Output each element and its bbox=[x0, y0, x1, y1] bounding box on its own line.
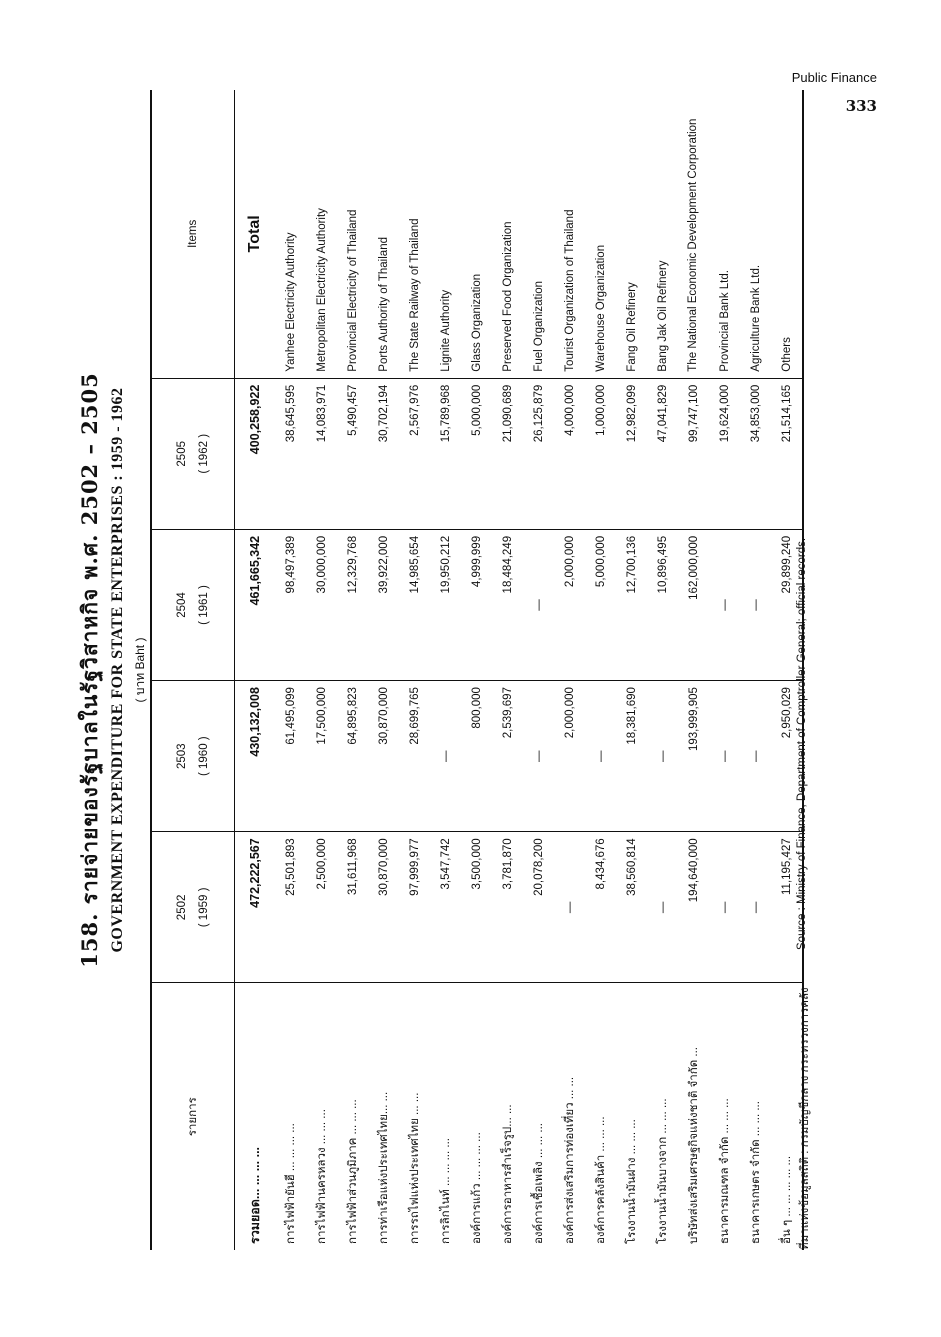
thai-item-cell: องค์การส่งเสริมการท่องเที่ยว ... ... bbox=[563, 1076, 576, 1244]
english-item-cell: Agriculture Bank Ltd. bbox=[740, 90, 771, 378]
thai-item-cell: โรงงานน้ำมันบางจาก ... ... ... bbox=[656, 1098, 669, 1244]
year-be: 2505 bbox=[176, 441, 188, 467]
expenditure-table bbox=[150, 90, 804, 1250]
thai-item-cell: ธนาคารเกษตร จำกัด ... ... ... bbox=[749, 1101, 762, 1244]
value-1961-cell: 19,950,212 bbox=[430, 529, 461, 680]
table-body bbox=[235, 90, 804, 1250]
english-item-cell: Provincial Bank Ltd. bbox=[709, 90, 740, 378]
value-1959-cell: — bbox=[554, 832, 585, 983]
header-year-1961 bbox=[151, 529, 235, 680]
table-row bbox=[306, 90, 337, 1250]
value-1960-cell: 18,381,690 bbox=[616, 681, 647, 832]
thai-item-cell: การไฟฟ้าส่วนภูมิภาค ... ... ... bbox=[346, 1099, 359, 1244]
table-row bbox=[275, 90, 306, 1250]
value-1960-cell: 17,500,000 bbox=[306, 681, 337, 832]
thai-item-cell: การไฟฟ้านครหลวง ... ... ... bbox=[315, 1109, 328, 1244]
english-item-cell: Metropolitan Electricity Authority bbox=[306, 90, 337, 378]
thai-item-cell: องค์การเชื้อเพลิง ... ... ... bbox=[532, 1123, 545, 1244]
year-be: 2504 bbox=[176, 592, 188, 618]
value-1959-cell: — bbox=[709, 832, 740, 983]
source-note bbox=[788, 90, 818, 1250]
value-1959-cell: 20,078,200 bbox=[523, 832, 554, 983]
page-number: 333 bbox=[845, 97, 877, 115]
value-1962-cell: 1,000,000 bbox=[585, 378, 616, 529]
value-1959-cell: — bbox=[740, 832, 771, 983]
value-1962-cell: 34,853,000 bbox=[740, 378, 771, 529]
value-1959-cell: 31,611,968 bbox=[337, 832, 368, 983]
english-item-cell: The State Railway of Thailand bbox=[399, 90, 430, 378]
table-row bbox=[647, 90, 678, 1250]
value-1961-cell: — bbox=[523, 529, 554, 680]
english-item-cell: Lignite Authority bbox=[430, 90, 461, 378]
table-row bbox=[678, 90, 709, 1250]
value-1961-cell: — bbox=[740, 529, 771, 680]
value-1959-cell: 97,999,977 bbox=[399, 832, 430, 983]
table-titles bbox=[70, 90, 150, 1250]
thai-item-cell: การไฟฟ้ายันฮี ... ... ... ... bbox=[284, 1123, 297, 1244]
header-year-1959 bbox=[151, 832, 235, 983]
english-item-cell: Others bbox=[771, 90, 803, 378]
value-1962-cell: 2,567,976 bbox=[399, 378, 430, 529]
value-1959-cell: 472,222,567 bbox=[235, 832, 276, 983]
thai-item-cell: องค์การแก้ว ... ... ... ... bbox=[470, 1132, 483, 1244]
english-item-cell: Tourist Organization of Thailand bbox=[554, 90, 585, 378]
table-row bbox=[461, 90, 492, 1250]
table-row bbox=[554, 90, 585, 1250]
thai-item-cell: รวมยอด... ... ... ... bbox=[248, 1146, 262, 1244]
value-1961-cell: 18,484,249 bbox=[492, 529, 523, 680]
value-1962-cell: 5,490,457 bbox=[337, 378, 368, 529]
thai-item-cell: อื่น ๆ ... ... ... ... ... bbox=[780, 1155, 793, 1244]
value-1960-cell: 61,495,099 bbox=[275, 681, 306, 832]
value-1960-cell: — bbox=[585, 681, 616, 832]
value-1959-cell: 25,501,893 bbox=[275, 832, 306, 983]
value-1960-cell: 2,000,000 bbox=[554, 681, 585, 832]
thai-item-cell: องค์การอาหารสำเร็จรูป... ... bbox=[501, 1104, 514, 1244]
thai-item-cell: บริษัทส่งเสริมเศรษฐกิจแห่งชาติ จำกัด ... bbox=[687, 1047, 700, 1244]
table-row bbox=[585, 90, 616, 1250]
value-1961-cell: 12,700,136 bbox=[616, 529, 647, 680]
value-1961-cell: 14,985,654 bbox=[399, 529, 430, 680]
thai-item-cell: โรงงานน้ำมันฝาง ... ... ... bbox=[625, 1119, 638, 1244]
year-ad: ( 1959 ) bbox=[198, 887, 210, 928]
unit-label: ( บาท Baht ) bbox=[133, 637, 147, 703]
value-1962-cell: 15,789,968 bbox=[430, 378, 461, 529]
value-1961-cell: — bbox=[709, 529, 740, 680]
value-1960-cell: — bbox=[647, 681, 678, 832]
value-1962-cell: 38,645,595 bbox=[275, 378, 306, 529]
year-ad: ( 1960 ) bbox=[198, 736, 210, 777]
english-item-cell: The National Economic Development Corporation bbox=[678, 90, 709, 378]
table-row bbox=[523, 90, 554, 1250]
english-item-cell: Glass Organization bbox=[461, 90, 492, 378]
value-1961-cell: 12,329,768 bbox=[337, 529, 368, 680]
value-1960-cell: 2,950,029 bbox=[771, 681, 803, 832]
english-item-cell: Fuel Organization bbox=[523, 90, 554, 378]
value-1960-cell: 30,870,000 bbox=[368, 681, 399, 832]
value-1962-cell: 30,702,194 bbox=[368, 378, 399, 529]
value-1959-cell: 30,870,000 bbox=[368, 832, 399, 983]
value-1962-cell: 47,041,829 bbox=[647, 378, 678, 529]
value-1959-cell: — bbox=[647, 832, 678, 983]
value-1959-cell: 194,640,000 bbox=[678, 832, 709, 983]
value-1961-cell: 461,665,342 bbox=[235, 529, 276, 680]
value-1961-cell: 10,896,495 bbox=[647, 529, 678, 680]
value-1960-cell: 64,895,823 bbox=[337, 681, 368, 832]
value-1959-cell: 3,781,870 bbox=[492, 832, 523, 983]
value-1962-cell: 12,982,099 bbox=[616, 378, 647, 529]
value-1962-cell: 21,514,165 bbox=[771, 378, 803, 529]
header-english-items: Items bbox=[151, 90, 235, 378]
header-year-1962 bbox=[151, 378, 235, 529]
source-english: Source : Ministry of Finance, Department of Comptroller General; official records. bbox=[796, 537, 808, 950]
header-thai-items: รายการ bbox=[151, 983, 235, 1250]
value-1959-cell: 3,500,000 bbox=[461, 832, 492, 983]
value-1961-cell: 2,000,000 bbox=[554, 529, 585, 680]
value-1962-cell: 26,125,879 bbox=[523, 378, 554, 529]
english-item-cell: Preserved Food Organization bbox=[492, 90, 523, 378]
value-1960-cell: 28,699,765 bbox=[399, 681, 430, 832]
value-1961-cell: 4,999,999 bbox=[461, 529, 492, 680]
value-1959-cell: 8,434,676 bbox=[585, 832, 616, 983]
header-year-1960 bbox=[151, 681, 235, 832]
value-1960-cell: — bbox=[523, 681, 554, 832]
value-1960-cell: 193,999,905 bbox=[678, 681, 709, 832]
table-row bbox=[337, 90, 368, 1250]
value-1961-cell: 162,000,000 bbox=[678, 529, 709, 680]
thai-item-cell: องค์การคลังสินค้า ... ... ... bbox=[594, 1116, 607, 1244]
table-row bbox=[709, 90, 740, 1250]
year-be: 2502 bbox=[176, 894, 188, 921]
value-1962-cell: 5,000,000 bbox=[461, 378, 492, 529]
value-1961-cell: 39,922,000 bbox=[368, 529, 399, 680]
total-row bbox=[235, 90, 276, 1250]
english-item-cell: Warehouse Organization bbox=[585, 90, 616, 378]
value-1961-cell: 29,899,240 bbox=[771, 529, 803, 680]
year-ad: ( 1962 ) bbox=[198, 433, 210, 474]
source-thai: ที่มาแห่งข้อมูลสถิติ : กรมบัญชีกลาง กระทรวงการคลัง bbox=[799, 987, 811, 1250]
value-1962-cell: 400,258,922 bbox=[235, 378, 276, 529]
table-row bbox=[740, 90, 771, 1250]
header-row bbox=[151, 90, 235, 1250]
english-item-cell: Ports Authority of Thailand bbox=[368, 90, 399, 378]
value-1961-cell: 98,497,389 bbox=[275, 529, 306, 680]
english-item-cell: Total bbox=[235, 90, 276, 378]
english-title: GOVERNMENT EXPENDITURE FOR STATE ENTERPRISES : 1959 - 1962 bbox=[109, 387, 126, 953]
value-1959-cell: 3,547,742 bbox=[430, 832, 461, 983]
value-1960-cell: — bbox=[709, 681, 740, 832]
value-1961-cell: 5,000,000 bbox=[585, 529, 616, 680]
value-1962-cell: 14,083,971 bbox=[306, 378, 337, 529]
english-item-cell: Yanhee Electricity Authority bbox=[275, 90, 306, 378]
table-row bbox=[492, 90, 523, 1250]
rotated-table-sheet bbox=[70, 90, 860, 1250]
value-1959-cell: 2,500,000 bbox=[306, 832, 337, 983]
table-row bbox=[399, 90, 430, 1250]
table-row bbox=[368, 90, 399, 1250]
value-1960-cell: 800,000 bbox=[461, 681, 492, 832]
value-1961-cell: 30,000,000 bbox=[306, 529, 337, 680]
value-1959-cell: 11,195,427 bbox=[771, 832, 803, 983]
value-1959-cell: 38,560,814 bbox=[616, 832, 647, 983]
value-1962-cell: 19,624,000 bbox=[709, 378, 740, 529]
value-1960-cell: — bbox=[740, 681, 771, 832]
english-item-cell: Provincial Electricity of Thailand bbox=[337, 90, 368, 378]
english-item-cell: Fang Oil Refinery bbox=[616, 90, 647, 378]
value-1960-cell: 430,132,008 bbox=[235, 681, 276, 832]
year-be: 2503 bbox=[176, 743, 188, 769]
value-1962-cell: 99,747,100 bbox=[678, 378, 709, 529]
value-1962-cell: 4,000,000 bbox=[554, 378, 585, 529]
table-row bbox=[616, 90, 647, 1250]
thai-item-cell: การลิกไนท์ ... ... ... ... bbox=[439, 1138, 452, 1244]
english-item-cell: Bang Jak Oil Refinery bbox=[647, 90, 678, 378]
thai-item-cell: การท่าเรือแห่งประเทศไทย... ... bbox=[377, 1091, 390, 1244]
thai-item-cell: การรถไฟแห่งประเทศไทย ... ... bbox=[408, 1092, 421, 1244]
year-ad: ( 1961 ) bbox=[198, 585, 210, 625]
value-1962-cell: 21,090,689 bbox=[492, 378, 523, 529]
value-1960-cell: — bbox=[430, 681, 461, 832]
section-title: Public Finance bbox=[791, 70, 877, 85]
table-row bbox=[430, 90, 461, 1250]
value-1960-cell: 2,539,697 bbox=[492, 681, 523, 832]
thai-title: 158. รายจ่ายของรัฐบาลในรัฐวิสาหกิจ พ.ศ. 2502 – 2505 bbox=[77, 372, 102, 968]
thai-item-cell: ธนาคารมณฑล จำกัด ... ... ... bbox=[718, 1098, 731, 1244]
